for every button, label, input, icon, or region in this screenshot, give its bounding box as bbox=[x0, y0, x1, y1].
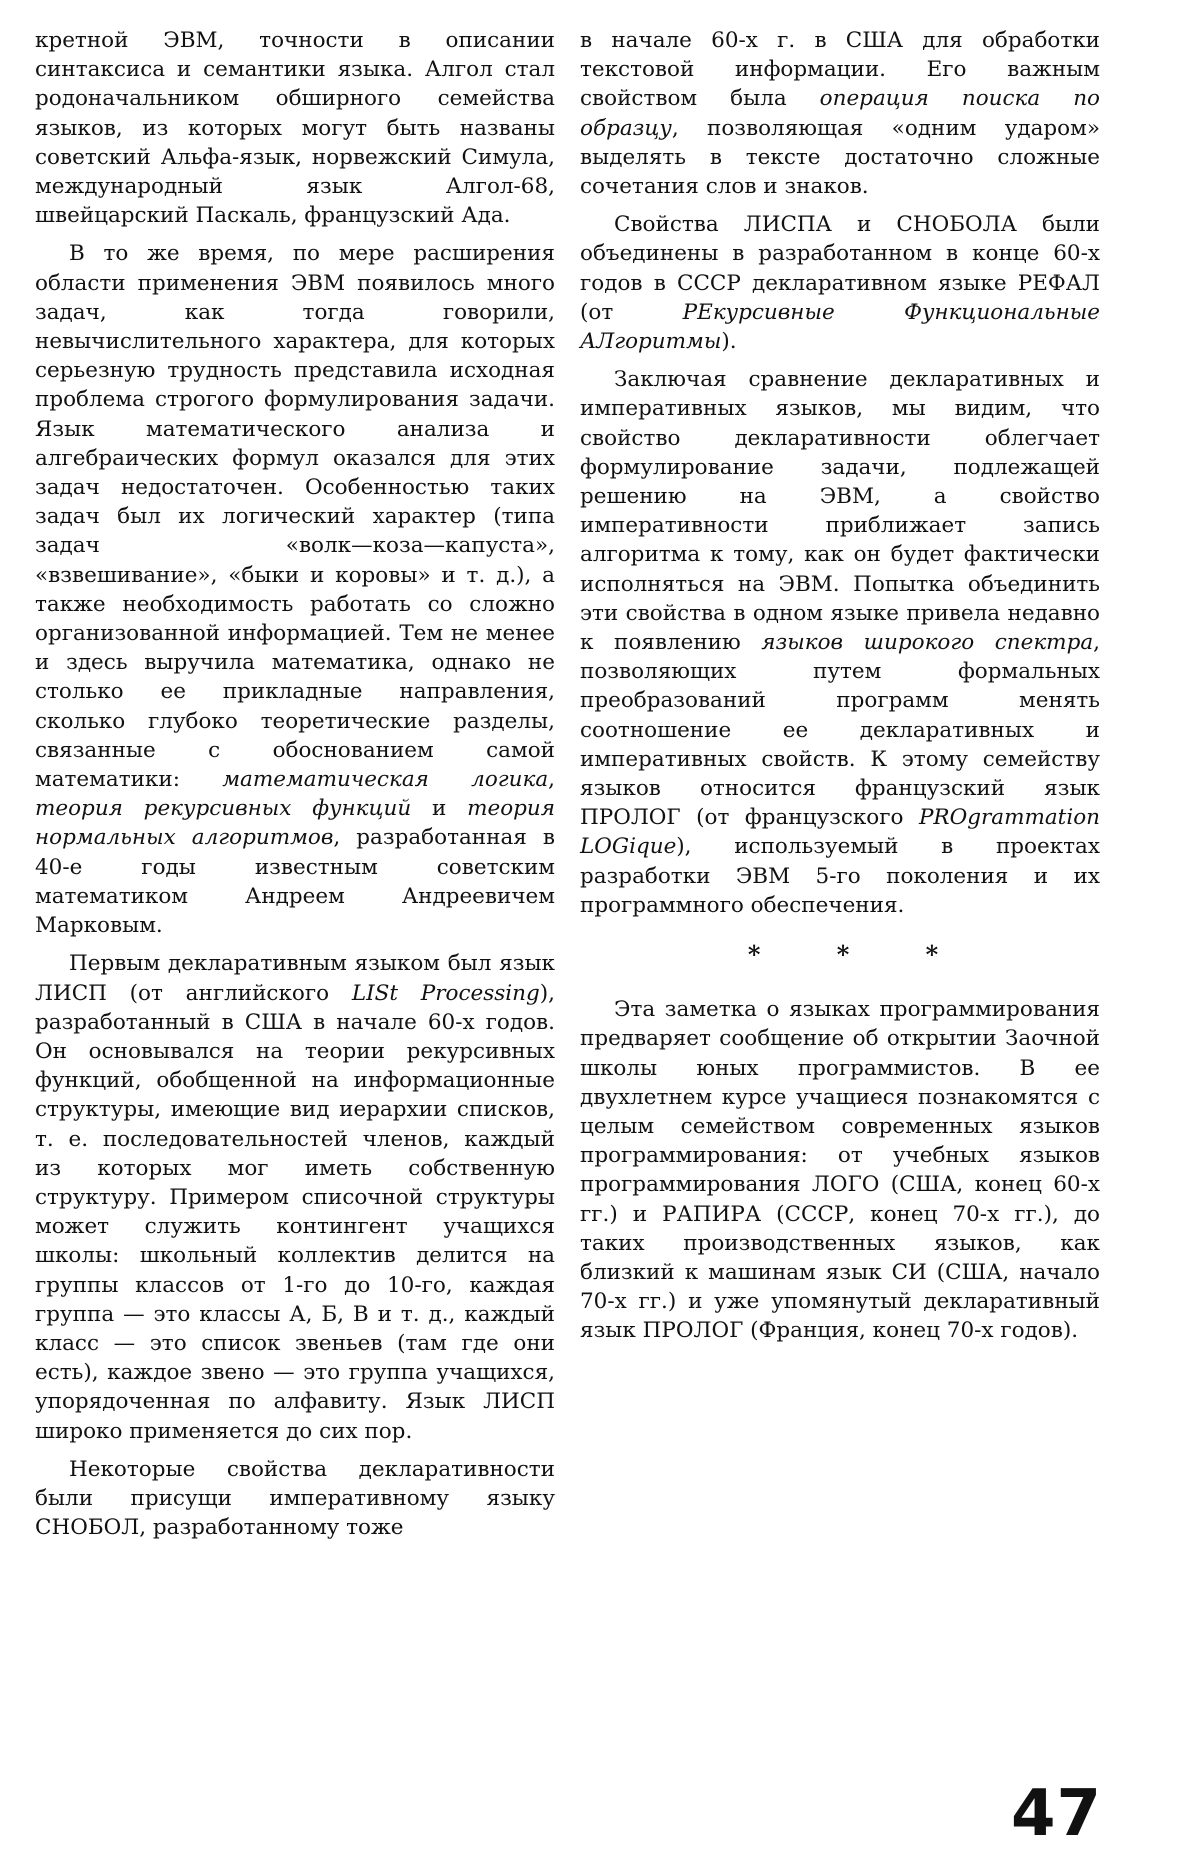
italic-term: PROgrammation LOGique bbox=[580, 805, 1100, 860]
text-segment: Эта заметка о языках программирования предваряет сообщение об открытии Заочной школы юных программистов. В ее двухлетнем курсе учащиеся познакомятся с целым семейством современных языков программирования: от учебных языков программирования ЛОГО (США, конец 60-х гг.) и РАПИРА (СССР, конец 70-х гг.), до таких производственных языков, как близкий к машинам язык СИ (США, начало 70-х гг.) и уже упомянутый декларативный язык ПРОЛОГ (Франция, конец 70-х годов). bbox=[580, 997, 1100, 1344]
italic-term: языков широкого спектра bbox=[761, 630, 1094, 656]
text-segment: ). bbox=[721, 329, 737, 355]
paragraph bbox=[35, 239, 555, 940]
paragraph bbox=[580, 26, 1100, 201]
paragraph bbox=[580, 365, 1100, 920]
text-segment: Некоторые свойства декларативности были присущи императивному языку СНОБОЛ, разработанному тоже bbox=[35, 1456, 555, 1541]
paragraph bbox=[35, 1455, 555, 1543]
italic-term: операция поиска по образцу bbox=[580, 86, 1100, 141]
text-segment: Заключая сравнение декларативных и императивных языков, мы видим, что свойство декларативности облегчает формулирование задачи, подлежащей решению на ЭВМ, а свойство императивности приближает запись алгоритма к тому, как он будет фактически исполняться на ЭВМ. Попытка объединить эти свойства в одном языке привела недавно к появлению bbox=[580, 367, 1100, 656]
text-segment: , bbox=[548, 767, 555, 793]
italic-term: РЕкурсивные Функциональные АЛгоритмы bbox=[580, 299, 1100, 355]
italic-term: теория нормальных алгоритмов bbox=[35, 796, 556, 851]
text-segment: кретной ЭВМ, точности в описании синтаксиса и семантики языка. Алгол стал родоначальником обширного семейства языков, из которых могут быть названы советский Альфа-язык, норвежский Симула, международный язык Алгол-68, швейцарский Паскаль, французский Ада. bbox=[35, 28, 555, 229]
text-segment: в начале 60-х г. в США для обработки текстовой информации. Его важным свойством была bbox=[580, 28, 1100, 112]
italic-term: математическая логика bbox=[222, 767, 549, 793]
closing-paragraph bbox=[580, 995, 1100, 1345]
text-segment: ), используемый в проектах разработки ЭВМ 5-го поколения и их программного обеспечения. bbox=[580, 834, 1100, 918]
text-segment: В то же время, по мере расширения области применения ЭВМ появилось много задач, как тогда говорили, невычислительного характера, для которых серьезную трудность представила исходная проблема строгого формулирования задачи. Язык математического анализа и алгебраических формул оказался для этих задач недостаточен. Особенностью таких задач был их логический характер (типа задач «волк—коза—капуста», «взвешивание», «быки и коровы» и т. д.), а также необходимость работать со сложно организованной информацией. Тем не менее и здесь выручила математика, однако не столько ее прикладные направления, сколько глубоко теоретические разделы, связанные с обоснованием самой математики: bbox=[35, 241, 555, 793]
paragraph bbox=[580, 210, 1100, 356]
paragraph bbox=[35, 26, 555, 230]
page-number: 47 bbox=[1010, 1777, 1102, 1851]
left-column bbox=[35, 26, 555, 1551]
text-segment: , позволяющая «одним ударом» выделять в тексте достаточно сложные сочетания слов и знаков. bbox=[580, 115, 1100, 200]
section-separator: * * * bbox=[747, 940, 973, 970]
text-segment: Первым декларативным языком был язык ЛИСП (от английского bbox=[35, 951, 555, 1006]
text-segment: и bbox=[411, 796, 468, 822]
italic-term: теория рекурсивных функций bbox=[35, 796, 412, 822]
text-segment: , позволяющих путем формальных преобразований программ менять соотношение ее декларативных и императивных свойств. К этому семейству языков относится французский язык ПРОЛОГ (от французского bbox=[580, 630, 1100, 831]
text-segment: Свойства ЛИСПА и СНОБОЛА были объединены в разработанном в конце 60-х годов в СССР декларативном языке РЕФАЛ (от bbox=[580, 212, 1100, 325]
italic-term: LISt Processing bbox=[351, 980, 540, 1006]
right-column bbox=[580, 26, 1100, 1355]
text-segment: ), разработанный в США в начале 60-х годов. Он основывался на теории рекурсивных функций, обобщенной на информационные структуры, имеющие вид иерархии списков, т. е. последовательностей членов, каждый из которых мог иметь собственную структуру. Примером списочной структуры может служить контингент учащихся школы: школьный коллектив делится на группы классов от 1-го до 10-го, каждая группа — это классы А, Б, В и т. д., каждый класс — это список звеньев (там где они есть), каждое звено — это группа учащихся, упорядоченная по алфавиту. Язык ЛИСП широко применяется до сих пор. bbox=[35, 980, 556, 1444]
paragraph bbox=[35, 949, 555, 1445]
text-segment: , разработанная в 40-е годы известным советским математиком Андреем Андреевичем Марковым. bbox=[35, 825, 556, 939]
